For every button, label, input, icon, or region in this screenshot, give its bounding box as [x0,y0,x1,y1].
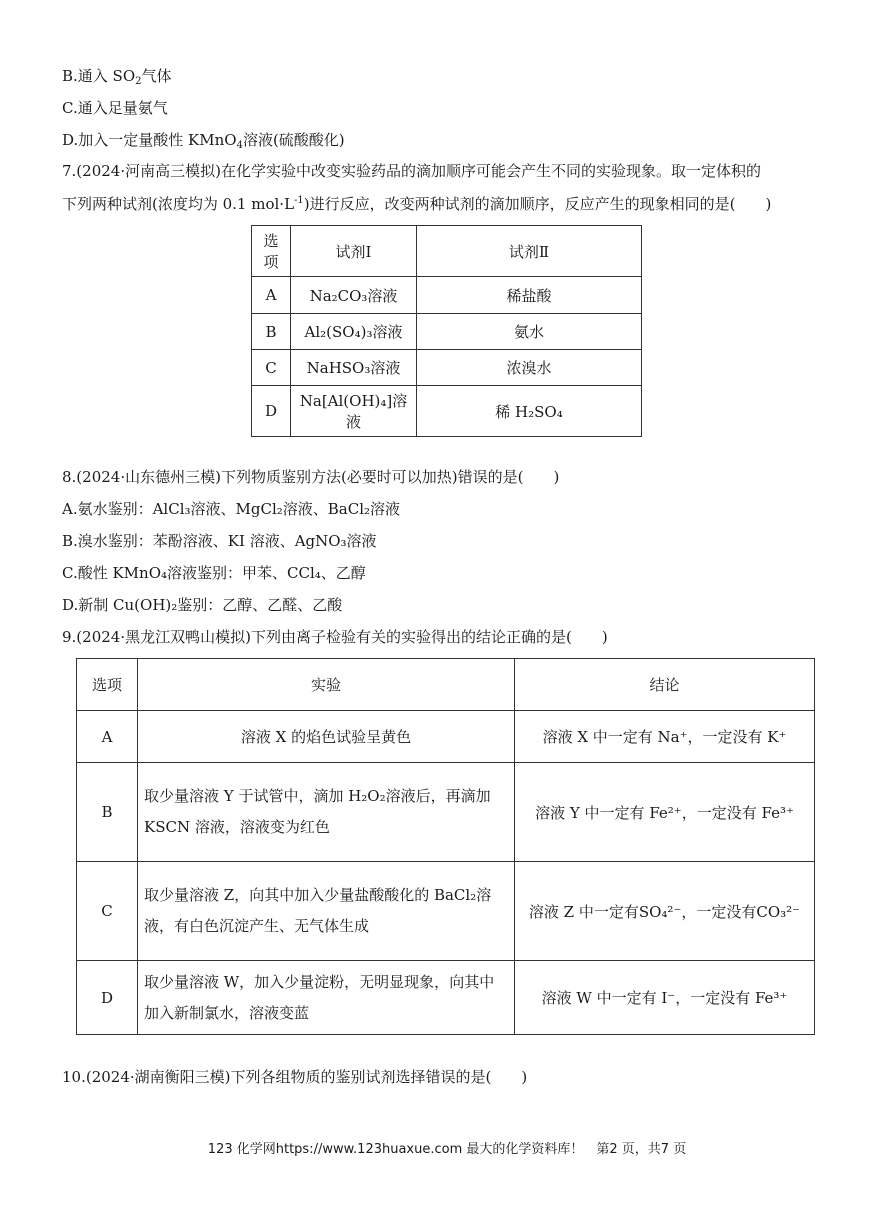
conclusion-cell: 溶液 Y 中一定有 Fe²⁺，一定没有 Fe³⁺ [515,763,815,862]
table-row [77,961,815,1035]
q8-option-c: C.酸性 KMnO₄溶液鉴别：甲苯、CCl₄、乙醇 [62,564,366,582]
experiment-cell: 溶液 X 的焰色试验呈黄色 [138,711,515,763]
experiment-cell: 取少量溶液 Y 于试管中，滴加 H₂O₂溶液后，再滴加 KSCN 溶液，溶液变为红色 [138,763,515,862]
q7-stem-line1: 7.(2024·河南高三模拟)在化学实验中改变实验药品的滴加顺序可能会产生不同的实验现象。取一定体积的 [62,162,761,180]
header-experiment: 实验 [138,659,515,711]
q9-table-header [77,659,815,711]
option-cell: B [77,763,138,862]
q8-option-a: A.氨水鉴别：AlCl₃溶液、MgCl₂溶液、BaCl₂溶液 [62,500,401,518]
q8-option-d: D.新制 Cu(OH)₂鉴别：乙醇、乙醛、乙酸 [62,596,343,614]
q7-table-header [252,226,642,277]
header-reagent-2: 试剂Ⅱ [417,226,642,277]
header-reagent-1: 试剂Ⅰ [291,226,417,277]
table-row [77,711,815,763]
header-option: 选项 [252,226,291,277]
option-cell: C [77,862,138,961]
reagent-2-cell: 氨水 [417,314,642,350]
conclusion-cell: 溶液 Z 中一定有SO₄²⁻，一定没有CO₃²⁻ [515,862,815,961]
header-conclusion: 结论 [515,659,815,711]
option-cell: B [252,314,291,350]
table-row [77,763,815,862]
header-option: 选项 [77,659,138,711]
conclusion-cell: 溶液 X 中一定有 Na⁺，一定没有 K⁺ [515,711,815,763]
option-cell: A [77,711,138,763]
reagent-1-cell: Na[Al(OH)₄]溶液 [291,386,417,437]
option-cell: D [77,961,138,1035]
q9-table [76,658,815,1035]
page-footer: 123 化学网https://www.123huaxue.com 最大的化学资料库！ 第2 页，共7 页 [207,1142,687,1157]
q6-option-d: D.加入一定量酸性 KMnO$_4$溶液(硫酸酸化) [62,131,345,151]
table-row [252,314,642,350]
table-row [252,350,642,386]
reagent-2-cell: 浓溴水 [417,350,642,386]
option-cell: C [252,350,291,386]
experiment-cell: 取少量溶液 Z，向其中加入少量盐酸酸化的 BaCl₂溶液，有白色沉淀产生、无气体生成 [138,862,515,961]
reagent-1-cell: Na₂CO₃溶液 [291,277,417,314]
option-cell: A [252,277,291,314]
reagent-2-cell: 稀 H₂SO₄ [417,386,642,437]
table-row [77,862,815,961]
table-row [252,277,642,314]
experiment-cell: 取少量溶液 W，加入少量淀粉，无明显现象，向其中加入新制氯水，溶液变蓝 [138,961,515,1035]
conclusion-cell: 溶液 W 中一定有 I⁻，一定没有 Fe³⁺ [515,961,815,1035]
table-row [252,386,642,437]
option-cell: D [252,386,291,437]
q6-option-c: C.通入足量氨气 [62,99,168,117]
q7-stem-line2: 下列两种试剂(浓度均为 0.1 $mol\cdot L^{-1}$)进行反应，改变两种试剂的滴加顺序，反应产生的现象相同的是( ) [62,195,772,213]
q10-stem: 10.(2024·湖南衡阳三模)下列各组物质的鉴别试剂选择错误的是( ) [62,1068,528,1086]
reagent-1-cell: Al₂(SO₄)₃溶液 [291,314,417,350]
q8-option-b: B.溴水鉴别：苯酚溶液、KI 溶液、AgNO₃溶液 [62,532,377,550]
q8-stem: 8.(2024·山东德州三模)下列物质鉴别方法(必要时可以加热)错误的是( ) [62,468,560,486]
q7-table [251,225,642,437]
reagent-1-cell: NaHSO₃溶液 [291,350,417,386]
q6-option-b: B.通入 $SO_2$气体 [62,67,172,87]
reagent-2-cell: 稀盐酸 [417,277,642,314]
q9-stem: 9.(2024·黑龙江双鸭山模拟)下列由离子检验有关的实验得出的结论正确的是( ) [62,628,608,646]
